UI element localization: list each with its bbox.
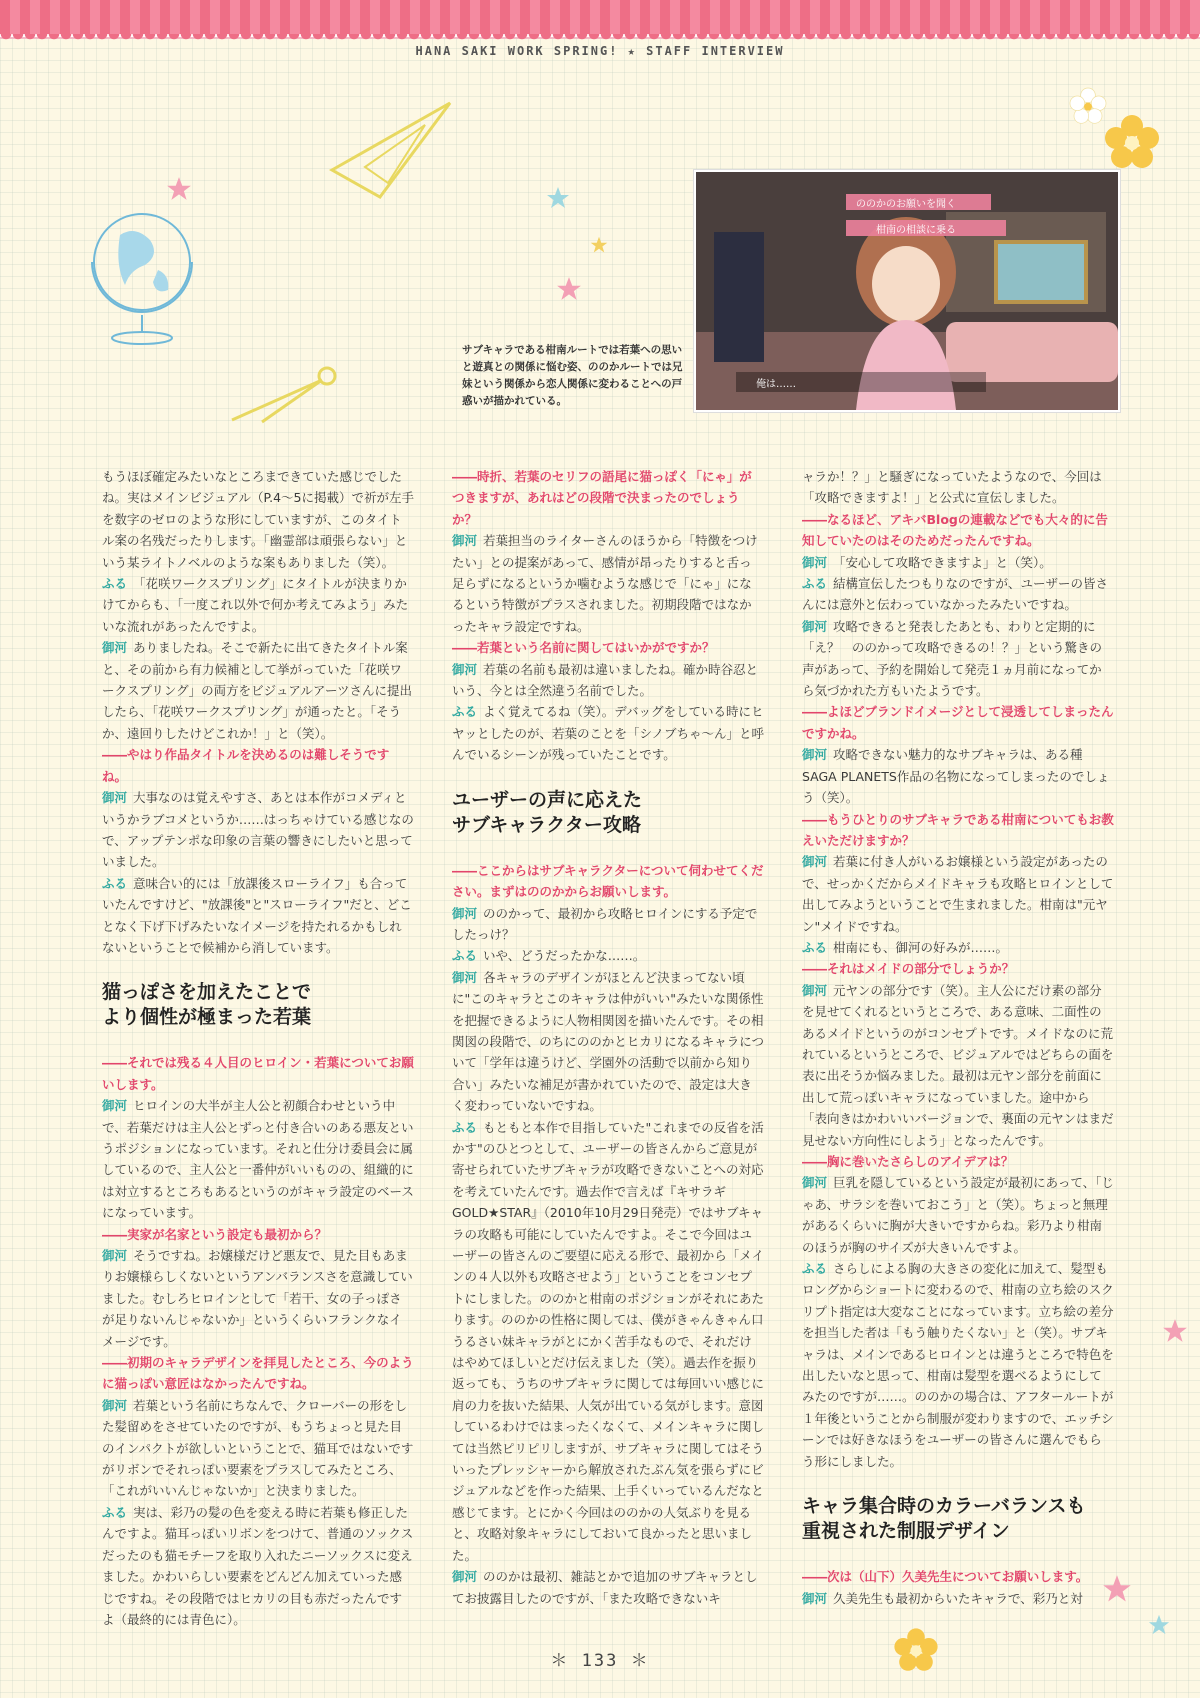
speaker-label: 御河 bbox=[102, 1098, 128, 1114]
interview-question: ――次は（山下）久美先生についてお願いします。 bbox=[802, 1569, 1089, 1585]
paragraph bbox=[452, 530, 764, 637]
paragraph bbox=[452, 659, 764, 702]
speaker-label: ふる bbox=[452, 704, 478, 720]
star-icon bbox=[166, 176, 192, 202]
column-1 bbox=[102, 466, 414, 1630]
speaker-label: 御河 bbox=[802, 854, 828, 870]
speaker-label: ふる bbox=[102, 1504, 128, 1520]
interview-question: ――なるほど、アキバBlogの連載などでも大々的に告知していたのはそのためだったんですね。 bbox=[802, 511, 1108, 549]
speaker-label: 御河 bbox=[102, 640, 128, 656]
paragraph bbox=[802, 744, 1114, 808]
paragraph bbox=[802, 980, 1114, 1151]
speaker-label: 御河 bbox=[802, 554, 828, 570]
heading-line: 猫っぽさを加えたことで bbox=[102, 981, 312, 1004]
star-icon bbox=[1148, 1614, 1170, 1636]
paragraph bbox=[452, 1117, 764, 1567]
paragraph-text: 久美先生も最初からいたキャラで、彩乃と対 bbox=[833, 1590, 1083, 1606]
speaker-label: 御河 bbox=[802, 1175, 828, 1191]
paragraph-text: よく覚えてるね（笑）。デバッグをしている時にヒヤッとしたのが、若葉のことを「シノブちゃ〜ん」と呼んでいるシーンが残っていたことです。 bbox=[452, 704, 765, 763]
dialogue-text: 俺は…… bbox=[756, 379, 796, 390]
compass-icon bbox=[222, 360, 352, 430]
paragraph bbox=[802, 573, 1114, 616]
paragraph-text: 柑南にも、御河の好みが……。 bbox=[833, 939, 1009, 955]
star-icon bbox=[1162, 1318, 1188, 1344]
globe-icon bbox=[80, 200, 210, 350]
interview-question: ――それでは残る４人目のヒロイン・若葉についてお願いします。 bbox=[102, 1055, 414, 1092]
paragraph: もうほぼ確定みたいなところまできていた感じでしたね。実はメインビジュアル（P.4〜5に掲載）で祈が左手を数字のゼロのような形にしていますが、このタイトル案の名残だったりします。「幽霊部は頑張らない」という某ライトノベルのような案もありました（笑）。 bbox=[102, 469, 414, 570]
speaker-label: 御河 bbox=[802, 747, 828, 763]
column-3 bbox=[802, 466, 1114, 1609]
speaker-label: 御河 bbox=[802, 618, 828, 634]
speaker-label: 御河 bbox=[102, 1397, 128, 1413]
speaker-label: 御河 bbox=[802, 982, 828, 998]
speaker-label: ふる bbox=[452, 1119, 478, 1135]
paragraph-text: 元ヤンの部分です（笑）。主人公にだけ素の部分を見せてくれるというところで、ある意味、二面性のあるメイドというのがコンセプトです。メイドなのに荒れているというところで、ビジュアルではどちらの面を表に出そうか悩みました。最初は元ヤン部分を前面に出して荒っぽいキャラになっていました。途中から「表向きはかわいいバージョンで、裏面の元ヤンはまだ見せない方向性にしよう」となったんです。 bbox=[802, 982, 1114, 1148]
interview-question: ――ここからはサブキャラクターについて伺わせてください。まずはののかからお願いします。 bbox=[452, 862, 764, 900]
heading-line: キャラ集合時のカラーバランスも bbox=[802, 1495, 1086, 1518]
interview-question: ――やはり作品タイトルを決めるのは難しそうですね。 bbox=[102, 747, 390, 784]
speaker-label: 御河 bbox=[452, 661, 478, 677]
paragraph-text: ののかって、最初から攻略ヒロインにする予定でしたっけ？ bbox=[452, 905, 758, 942]
paragraph-text: ヒロインの大半が主人公と初顔合わせという中で、若葉だけは主人公とずっと付き合いのある悪友というポジションになっています。それと仕分け委員会に属しているので、主人公と一番仲がいいものの、組織的には対立するところもあるというのがキャラ設定のベースになっています。 bbox=[102, 1098, 414, 1221]
speaker-label: 御河 bbox=[452, 969, 478, 985]
choice-1: ののかのお願いを聞く bbox=[856, 199, 956, 210]
paragraph bbox=[452, 1566, 764, 1609]
section-heading bbox=[802, 1494, 1114, 1544]
paragraph-text: いや、どうだったかな……。 bbox=[483, 948, 646, 964]
paragraph bbox=[102, 1502, 414, 1630]
heading-line: サブキャラクター攻略 bbox=[452, 813, 641, 836]
interview-question: ――よほどブランドイメージとして浸透してしまったんですかね。 bbox=[802, 704, 1114, 741]
paragraph bbox=[102, 573, 414, 637]
paragraph bbox=[102, 1395, 414, 1502]
paragraph-text: 攻略できると発表したあとも、わりと定期的に「え？ ののかって攻略できるの！？」という驚きの声があって、予約を開始して発売１ヵ月前になってから気づかれた方もいたようです。 bbox=[802, 618, 1103, 699]
speaker-label: 御河 bbox=[102, 1248, 128, 1263]
paragraph-text: そうですね。お嬢様だけど悪友で、見た目もあまりお嬢様らしくないというアンバランスさを意識していました。むしろヒロインとして「若干、女の子っぽさが足りないんじゃないか」というくらいフランクなイメージです。 bbox=[102, 1248, 413, 1349]
paragraph-text: 若葉に付き人がいるお嬢様という設定があったので、せっかくだからメイドキャラも攻略ヒロインとして出してみようということで生まれました。柑南は"元ヤン"メイドですね。 bbox=[802, 854, 1114, 934]
paragraph-text: ありましたね。そこで新たに出てきたタイトル案と、その前から有力候補として挙がっていた「花咲ワークスプリング」の両方をビジュアルアーツさんに提出したら、「花咲ワークスプリング」が通ったと。「そうか、遠回りしたけどこれか！」と（笑）。 bbox=[102, 640, 413, 741]
page-number: ＊ 133 ＊ bbox=[550, 1651, 650, 1671]
column-2 bbox=[452, 466, 764, 1609]
choice-2: 柑南の相談に乗る bbox=[876, 225, 956, 236]
interview-question: ――胸に巻いたさらしのアイデアは？ bbox=[802, 1154, 1014, 1169]
paragraph bbox=[452, 945, 764, 966]
speaker-label: ふる bbox=[802, 1261, 828, 1277]
paragraph bbox=[802, 616, 1114, 702]
speaker-label: ふる bbox=[802, 939, 828, 955]
paragraph: ャラか！？」と騒ぎになっていたようなので、今回は「攻略できますよ！」と公式に宣伝しました。 bbox=[802, 469, 1102, 506]
triangle-ruler-icon bbox=[320, 95, 460, 205]
paragraph-text: 実は、彩乃の髪の色を変える時に若葉も修正したんですよ。猫耳っぽいリボンをつけて、普通のソックスだったのも猫モチーフを取り入れたニーソックスに変えました。かわいらしい要素をどんどん加えていった感じですね。その段階ではヒカリの目も赤だったんですよ（最終的には青色に）。 bbox=[102, 1504, 414, 1627]
flower-icon bbox=[1068, 86, 1108, 126]
paragraph bbox=[102, 1095, 414, 1223]
interview-question: ――初期のキャラデザインを拝見したところ、今のように猫っぽい意匠はなかったんですね。 bbox=[102, 1355, 414, 1392]
speaker-label: ふる bbox=[452, 948, 478, 964]
photo-caption: サブキャラである柑南ルートでは若葉への思いと遊真との関係に悩む姿、ののかルートでは兄妹という関係から恋人関係に変わることへの戸惑いが描かれている。 bbox=[462, 344, 683, 407]
speaker-label: 御河 bbox=[452, 533, 478, 549]
paragraph bbox=[102, 637, 414, 744]
paragraph-text: さらしによる胸の大きさの変化に加えて、髪型もロングからショートに変わるので、柑南の立ち絵のスクリプト指定は大変なことになっています。立ち絵の差分を担当した者は「もう触りたくない」と（笑）。サブキャラは、メインであるヒロインとは違うところで特色を出したいなと思って、柑南は髪型を選べるようにしてみたのですが……。ののかの場合は、アフタールートが１年後ということから制服が変わりますので、エッチシーンでは好きなほうをユーザーの皆さんに選んでもらう形にしました。 bbox=[802, 1261, 1114, 1469]
paragraph-text: 若葉という名前にちなんで、クローバーの形をした髪留めをさせていたのですが、もうちょっと見た目のインパクトが欲しいということで、猫耳ではないですがリボンでそれっぽい要素をプラスしてみたところ、「これがいいんじゃないか」と決まりました。 bbox=[102, 1397, 414, 1499]
paragraph bbox=[102, 873, 414, 959]
speaker-label: ふる bbox=[802, 576, 828, 592]
top-border-stripe bbox=[0, 0, 1200, 37]
star-icon bbox=[556, 276, 582, 302]
speaker-label: ふる bbox=[102, 576, 128, 592]
paragraph bbox=[802, 552, 1114, 573]
paragraph-text: 若葉担当のライターさんのほうから「特徴をつけたい」との提案があって、感情が昂ったりすると舌っ足らずになるというか噛むような感じで「にゃ」になるという特徴がプラスされました。初期段階ではなかったキャラ設定ですね。 bbox=[452, 533, 758, 634]
paragraph bbox=[802, 851, 1114, 937]
paragraph bbox=[102, 787, 414, 873]
heading-line: より個性が極まった若葉 bbox=[102, 1006, 312, 1029]
paragraph bbox=[452, 701, 764, 765]
game-screenshot bbox=[694, 170, 1120, 412]
paragraph bbox=[452, 903, 764, 946]
paragraph-text: 若葉の名前も最初は違いましたね。確か時谷忍という、今とは全然違う名前でした。 bbox=[452, 661, 759, 699]
speaker-label: 御河 bbox=[452, 905, 478, 921]
interview-question: ――若葉という名前に関してはいかがですか？ bbox=[452, 640, 715, 656]
star-icon bbox=[590, 236, 608, 254]
paragraph bbox=[802, 937, 1114, 958]
star-icon bbox=[546, 186, 570, 210]
running-title: HANA SAKI WORK SPRING! ★ STAFF INTERVIEW bbox=[415, 44, 785, 58]
speaker-label: 御河 bbox=[452, 1569, 478, 1585]
paragraph-text: 各キャラのデザインがほとんど決まってない頃に"このキャラとこのキャラは仲がいい"みたいな関係性を把握できるように人物相関図を描いたんです。その相関図の段階で、のちにののかとヒカリになるキャラについて「学年は違うけど、学園外の活動で以前から知り合い」みたいな補足が書かれていたので、設定は大きく変わっていないですね。 bbox=[452, 969, 765, 1114]
interview-question: ――もうひとりのサブキャラである柑南についてもお教えいただけますか？ bbox=[802, 811, 1114, 848]
paragraph-text: 巨乳を隠しているという設定が最初にあって、「じゃあ、サラシを巻いておこう」と（笑）。ちょっと無理があるくらいに胸が大きいですからね。彩乃より柑南のほうが胸のサイズが大きいんですよ。 bbox=[802, 1175, 1114, 1255]
flower-icon bbox=[1102, 112, 1162, 172]
paragraph-text: 攻略できない魅力的なサブキャラは、ある種SAGA PLANETS作品の名物になってしまったのでしょう（笑）。 bbox=[802, 747, 1110, 806]
paragraph bbox=[452, 967, 764, 1117]
paragraph bbox=[102, 1245, 414, 1352]
section-heading bbox=[102, 980, 414, 1030]
paragraph bbox=[802, 1588, 1114, 1609]
paragraph-text: 結構宣伝したつもりなのですが、ユーザーの皆さんには意外と伝わっていなかったみたいですね。 bbox=[802, 576, 1109, 613]
interview-question: ――それはメイドの部分でしょうか？ bbox=[802, 961, 1015, 977]
paragraph-text: ののかは最初、雑誌とかで追加のサブキャラとしてお披露目したのですが、「また攻略できないキ bbox=[452, 1569, 758, 1606]
interview-question: ――実家が名家という設定も最初から？ bbox=[102, 1226, 328, 1242]
paragraph-text: 大事なのは覚えやすさ、あとは本作がコメディというかラブコメというか……はっちゃけている感じなので、アップテンポな印象の言葉の響きにしたいと思っていました。 bbox=[102, 790, 414, 870]
paragraph-text: 意味合い的には「放課後スローライフ」も合っていたんですけど、"放課後"と"スローライフ"だと、どことなく下げ下げみたいなイメージを持たれるかもしれないということで候補から消しています。 bbox=[102, 875, 412, 955]
heading-line: ユーザーの声に応えた bbox=[452, 788, 643, 811]
speaker-label: 御河 bbox=[802, 1590, 828, 1606]
speaker-label: 御河 bbox=[102, 790, 128, 806]
paragraph bbox=[802, 1172, 1114, 1258]
section-heading bbox=[452, 788, 764, 838]
speaker-label: ふる bbox=[102, 875, 128, 891]
paragraph-text: 「安心して攻略できますよ」と（笑）。 bbox=[833, 554, 1052, 570]
paragraph-text: 「花咲ワークスプリング」にタイトルが決まりかけてからも、「一度これ以外で何か考えてみよう」みたいな流れがあったんですよ。 bbox=[102, 576, 409, 634]
paragraph-text: もともと本作で目指していた"これまでの反省を活かす"のひとつとして、ユーザーの皆さんからご意見が寄せられていたサブキャラが攻略できないことへの対応を考えていたんです。過去作で言えば『キサラギGOLD★STAR』（2010年10月29日発売）ではサブキャラの攻略も可能にしていたんですよ。そこで今回はユーザーの皆さんのご要望に応える形で、最初から「メインの４人以外も攻略させよう」ということをコンセプトにしました。ののかと柑南のポジションがそれにあたります。ののかの性格に関しては、僕がきゃんきゃん口うるさい妹キャラがとにかく苦手なもので、それだけはやめてほしいとだけ伝えました（笑）。過去作を振り返っても、うちのサブキャラに関しては毎回いい感じに肩の力を抜いた結果、人気が出ている気がします。意図しているわけではまったくなくて、メインキャラに関しては当然ピリピリしますが、サブキャラに関してはそういったプレッシャーから解放されたぶん気を張らずにビジュアルなどを作った結果、上手くいっているんだなと感じてます。とにかく今回はののかの人気ぶりを見ると、攻略対象キャラにしておいて良かったと思いました。 bbox=[452, 1119, 765, 1563]
heading-line: 重視された制服デザイン bbox=[802, 1520, 1010, 1543]
interview-question: ――時折、若葉のセリフの語尾に猫っぽく「にゃ」がつきますが、あれはどの段階で決まったのでしょうか？ bbox=[452, 469, 752, 527]
paragraph bbox=[802, 1258, 1114, 1472]
